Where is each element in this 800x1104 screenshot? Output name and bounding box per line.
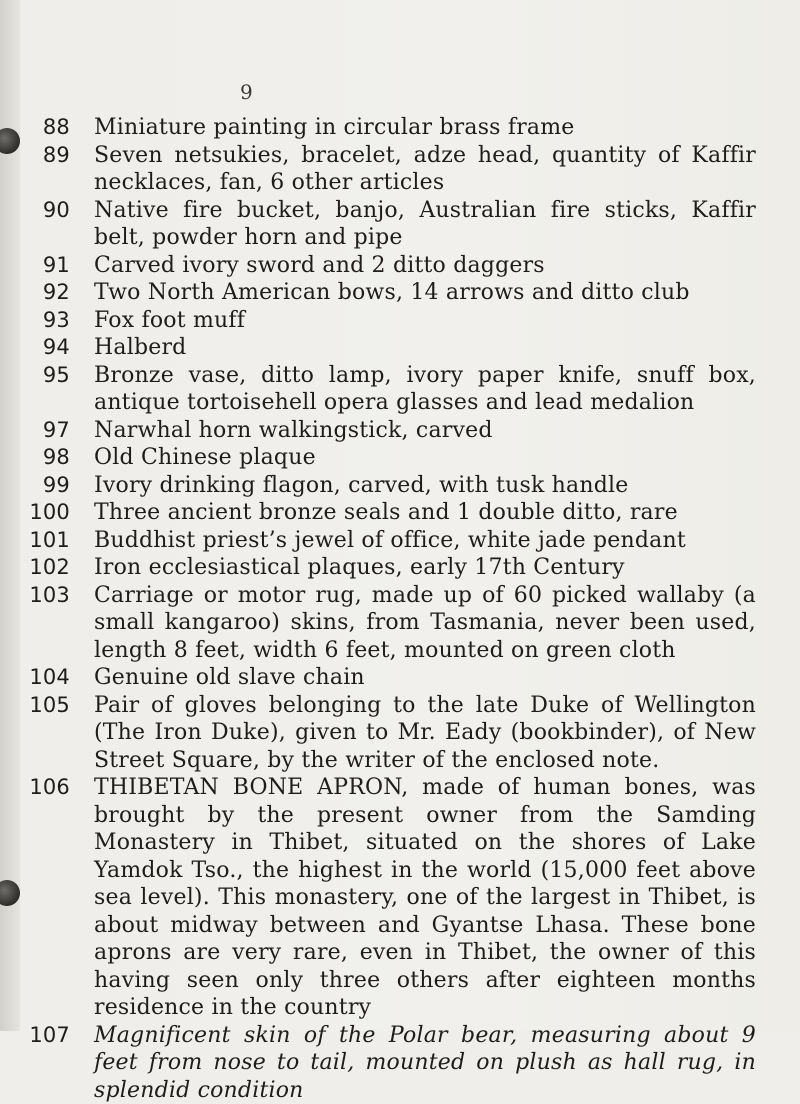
lot-description: Narwhal horn walkingstick, carved: [94, 417, 766, 445]
lot-description: Two North American bows, 14 arrows and ditto club: [94, 279, 766, 307]
lot-item: [0, 417, 800, 445]
lot-number: 102: [0, 554, 94, 582]
lot-number: 98: [0, 444, 94, 472]
lot-description: Genuine old slave chain: [94, 664, 766, 692]
lot-description: Native fire bucket, banjo, Australian fire sticks, Kaffir belt, powder horn and pipe: [94, 197, 766, 252]
lot-number: 107: [0, 1022, 94, 1050]
lot-item: [0, 142, 800, 197]
lot-description: Three ancient bronze seals and 1 double ditto, rare: [94, 499, 766, 527]
lot-number: 103: [0, 582, 94, 610]
lot-description: Fox foot muff: [94, 307, 766, 335]
lot-number: 104: [0, 664, 94, 692]
lot-item: [0, 554, 800, 582]
lot-description: Magnificent skin of the Polar bear, measuring about 9 feet from nose to tail, mounted on plush as hall rug, in splendid condition: [94, 1022, 766, 1104]
lot-item: [0, 334, 800, 362]
lot-description: Iron ecclesiastical plaques, early 17th Century: [94, 554, 766, 582]
lot-item: [0, 197, 800, 252]
lot-number: 91: [0, 252, 94, 280]
lot-item: [0, 1022, 800, 1104]
lot-description: Carved ivory sword and 2 ditto daggers: [94, 252, 766, 280]
lot-number: 97: [0, 417, 94, 445]
lot-item: [0, 362, 800, 417]
lot-number: 105: [0, 692, 94, 720]
lot-number: 93: [0, 307, 94, 335]
page-number: 9: [240, 80, 253, 104]
lot-description: Carriage or motor rug, made up of 60 picked wallaby (a small kangaroo) skins, from Tasmania, never been used, length 8 feet, width 6 feet, mounted on green cloth: [94, 582, 766, 665]
lot-description: Pair of gloves belonging to the late Duke of Wellington (The Iron Duke), given to Mr. Eady (bookbinder), of New Street Square, by the writer of the enclosed note.: [94, 692, 766, 775]
lot-description: Buddhist priest’s jewel of office, white jade pendant: [94, 527, 766, 555]
lot-item: [0, 774, 800, 1022]
lot-item: [0, 527, 800, 555]
lot-item: [0, 252, 800, 280]
lot-item: [0, 472, 800, 500]
lot-item: [0, 664, 800, 692]
lot-number: 95: [0, 362, 94, 390]
lot-description: Halberd: [94, 334, 766, 362]
lot-item: [0, 692, 800, 775]
lot-number: 106: [0, 774, 94, 802]
lot-item: [0, 499, 800, 527]
lot-description: Ivory drinking flagon, carved, with tusk handle: [94, 472, 766, 500]
lot-number: 90: [0, 197, 94, 225]
lot-number: 89: [0, 142, 94, 170]
lot-number: 92: [0, 279, 94, 307]
lot-description: Bronze vase, ditto lamp, ivory paper knife, snuff box, antique tortoisehell opera glasses and lead medalion: [94, 362, 766, 417]
lot-item: [0, 444, 800, 472]
lot-description: Seven netsukies, bracelet, adze head, quantity of Kaffir necklaces, fan, 6 other articles: [94, 142, 766, 197]
lot-number: 100: [0, 499, 94, 527]
lot-item: [0, 582, 800, 665]
lot-description: Old Chinese plaque: [94, 444, 766, 472]
lot-number: 94: [0, 334, 94, 362]
lot-number: 101: [0, 527, 94, 555]
lot-number: 99: [0, 472, 94, 500]
lot-number: 88: [0, 114, 94, 142]
lot-item: [0, 279, 800, 307]
lot-item: [0, 307, 800, 335]
lot-item: [0, 114, 800, 142]
lot-description: THIBETAN BONE APRON, made of human bones, was brought by the present owner from the Samding Monastery in Thibet, situated on the shores of Lake Yamdok Tso., the highest in the world (15,000 feet above sea level). This monastery, one of the largest in Thibet, is about midway between and Gyantse Lhasa. These bone aprons are very rare, even in Thibet, the owner of this having seen only three others after eighteen months residence in the country: [94, 774, 766, 1022]
lot-description: Miniature painting in circular brass frame: [94, 114, 766, 142]
lot-list: [0, 114, 800, 1104]
